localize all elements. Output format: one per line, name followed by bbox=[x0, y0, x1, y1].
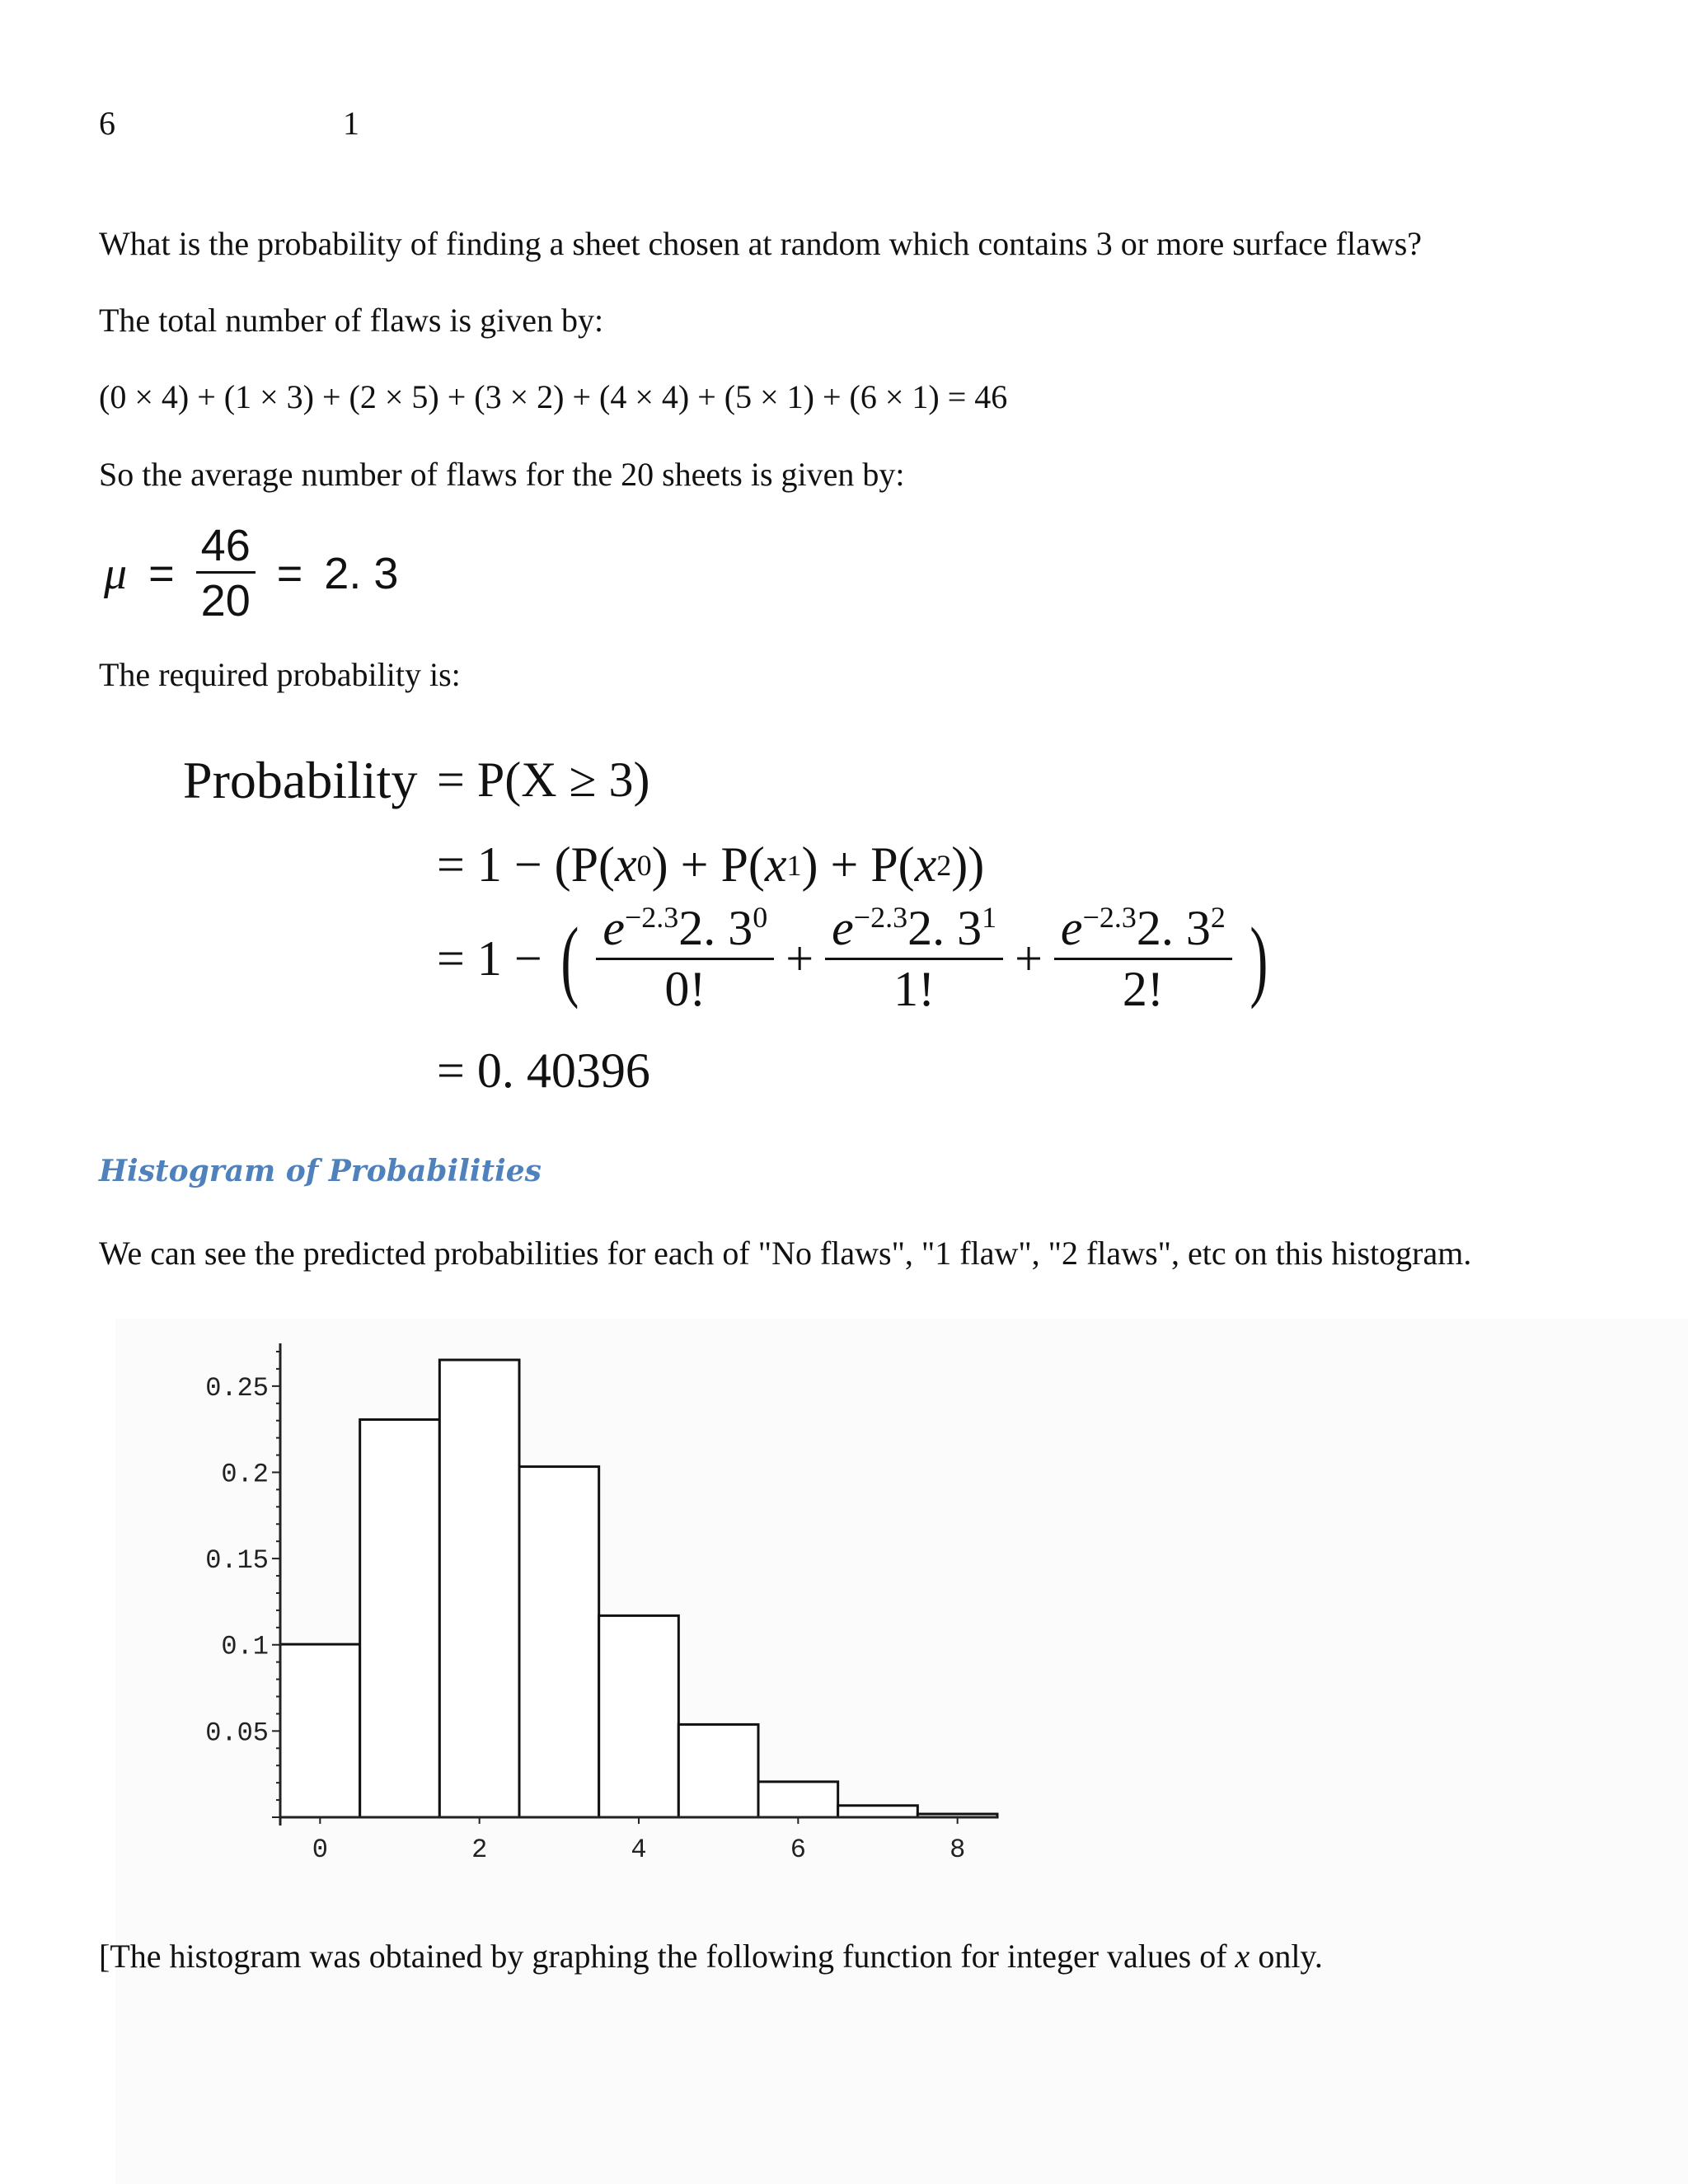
average-intro-text: So the average number of flaws for the 20 sheets is given by: bbox=[99, 456, 905, 493]
x-tick-label: 0 bbox=[312, 1835, 328, 1865]
mean-fraction bbox=[196, 521, 256, 626]
mean-result: 2. 3 bbox=[324, 548, 399, 598]
y-tick-label: 0.05 bbox=[205, 1718, 269, 1749]
histogram-bar-2 bbox=[439, 1360, 519, 1817]
y-tick-label: 0.1 bbox=[221, 1631, 269, 1662]
poisson-term-1: $\frac{e^{-2.3}2. 3^1}{1!}$ bbox=[825, 902, 1003, 1015]
y-tick-label: 0.2 bbox=[221, 1459, 269, 1490]
histogram-bar-5 bbox=[678, 1724, 758, 1817]
derivation-row-3: = 1 − ( $e^{-2.3}2$. $3^0$ 0! + $\frac{e^{-2.3}2. 3^1}{1!}$ + $\frac{e^{-2.3}2. 3^2}{2!}$ ) bbox=[437, 901, 1268, 1016]
equals-sign-2: = bbox=[276, 548, 303, 598]
derivation-row-4: = 0. 40396 bbox=[437, 1043, 650, 1098]
x-tick-label: 4 bbox=[631, 1835, 647, 1865]
histogram-bar-1 bbox=[360, 1419, 440, 1817]
page-number: 6 bbox=[99, 105, 115, 142]
section-title: Histogram of Probabilities bbox=[99, 1154, 542, 1188]
equals-sign: = bbox=[148, 548, 175, 598]
caption-text: [The histogram was obtained by graphing the following function for integer values of x only. bbox=[99, 1938, 1323, 1975]
derivation-row-2: = 1 − (P( x 0 ) + P( x 1 ) + P( x 2 )) bbox=[437, 837, 985, 892]
poisson-term-0: $e^{-2.3}2$. $3^0$ 0! bbox=[596, 902, 774, 1015]
histogram-intro-text: We can see the predicted probabilities for each of "No flaws", "1 flaw", "2 flaws", etc on this histogram. bbox=[99, 1235, 1472, 1272]
histogram-bar-4 bbox=[599, 1615, 679, 1817]
mean-equation bbox=[104, 521, 399, 626]
histogram-bar-0 bbox=[280, 1644, 360, 1817]
histogram-bar-6 bbox=[758, 1782, 838, 1817]
x-tick-label: 2 bbox=[471, 1835, 488, 1865]
histogram-bar-3 bbox=[519, 1467, 599, 1817]
y-tick-label: 0.25 bbox=[205, 1372, 269, 1404]
x-tick-label: 8 bbox=[950, 1835, 966, 1865]
y-tick-label: 0.15 bbox=[205, 1545, 269, 1577]
x-tick-label: 6 bbox=[790, 1835, 806, 1865]
fraction-numerator: 46 bbox=[196, 523, 256, 574]
header-number: 1 bbox=[343, 105, 359, 142]
probability-histogram bbox=[198, 1335, 1022, 1879]
probability-label: Probability bbox=[183, 751, 418, 809]
histogram-bar-7 bbox=[838, 1806, 918, 1817]
poisson-term-2: $\frac{e^{-2.3}2. 3^2}{2!}$ bbox=[1054, 902, 1232, 1015]
total-intro-text: The total number of flaws is given by: bbox=[99, 302, 604, 339]
fraction-denominator: 20 bbox=[200, 576, 251, 626]
mu-symbol: μ bbox=[104, 547, 128, 599]
derivation-row-1: = P(X ≥ 3) bbox=[437, 752, 650, 807]
question-text: What is the probability of finding a sheet chosen at random which contains 3 or more surface flaws? bbox=[99, 225, 1423, 262]
total-equation: (0 × 4) + (1 × 3) + (2 × 5) + (3 × 2) + (4 × 4) + (5 × 1) + (6 × 1) = 46 bbox=[99, 378, 1008, 415]
required-probability-text: The required probability is: bbox=[99, 656, 461, 693]
